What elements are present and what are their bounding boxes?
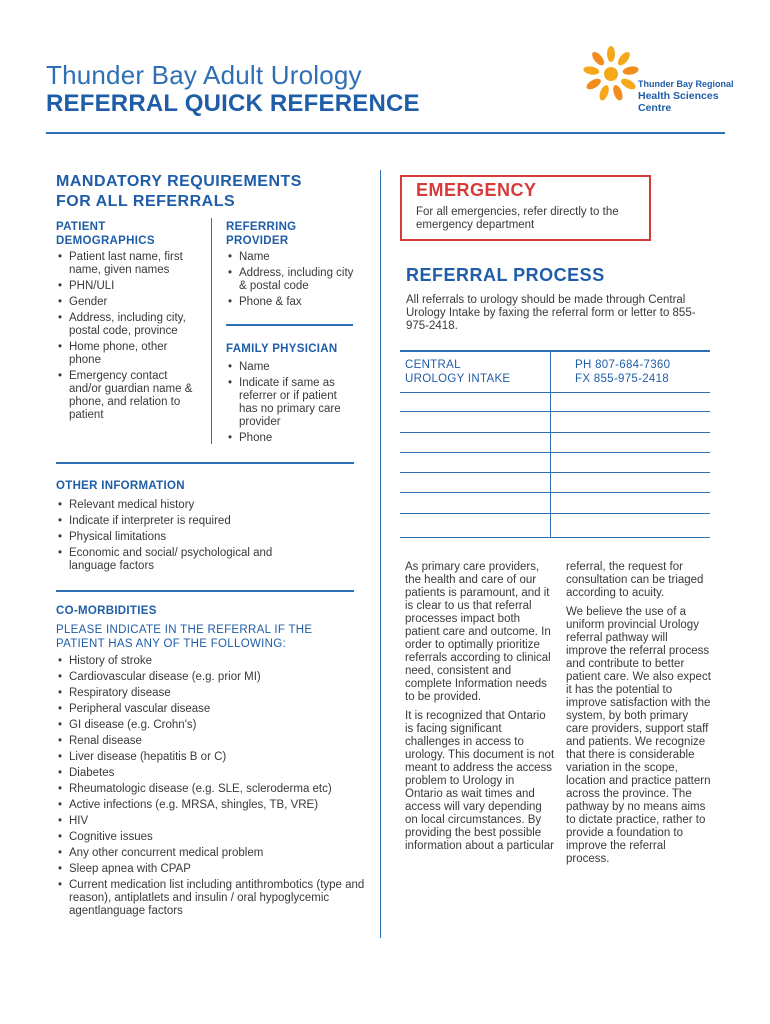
list-item: • Physical limitations bbox=[56, 531, 316, 544]
table-row-line bbox=[400, 452, 710, 453]
list-item: • PHN/ULI bbox=[56, 280, 196, 293]
logo-line3: Centre bbox=[638, 102, 672, 114]
logo-line2: Health Sciences bbox=[638, 90, 719, 102]
list-item: • Cardiovascular disease (e.g. prior MI) bbox=[56, 671, 366, 684]
list-item: • GI disease (e.g. Crohn's) bbox=[56, 719, 366, 732]
list-item: • Relevant medical history bbox=[56, 499, 316, 512]
mandatory-heading bbox=[56, 172, 302, 212]
list-item: • Respiratory disease bbox=[56, 687, 366, 700]
list-item: • Current medication list including antithrombotics (type and reason), antiplatlets and insulin / oral hypoglycemic agentlanguage factors bbox=[56, 879, 366, 918]
list-item: • Emergency contact and/or guardian name & phone, and relation to patient bbox=[56, 370, 196, 422]
list-item: • Economic and social/ psychological and language factors bbox=[56, 547, 316, 573]
emergency-text: For all emergencies, refer directly to the emergency department bbox=[416, 206, 619, 231]
body-paragraph: We believe the use of a uniform provincial Urology referral pathway will improve the referral process and contribute to better patient care. We also expect it has the potential to improve satisfaction with the system, by both primary care providers, support staff and patients. We recognize that there is considerable variation in the scope, location and practice pattern across the province. The pathway by no means aims to dictate practice, rather to provide a foundation to improve the referral process. bbox=[566, 606, 711, 865]
provider-divider bbox=[226, 324, 353, 326]
list-item: • Home phone, other phone bbox=[56, 341, 196, 367]
list-item: • Any other concurrent medical problem bbox=[56, 847, 366, 860]
patient-heading-line1: PATIENT bbox=[56, 221, 106, 233]
body-paragraph: As primary care providers, the health and care of our patients is paramount, and it is clear to us that referral processes impact both patient care and outcome. In order to optimally prioritize referrals according to clinical need, consistent and complete Information needs to be provided. bbox=[405, 561, 551, 703]
intake-contact bbox=[575, 358, 670, 386]
comorbidities-subheading-line2: PATIENT HAS ANY OF THE FOLLOWING: bbox=[56, 638, 286, 650]
table-row-line bbox=[400, 411, 710, 412]
comorbidities-list bbox=[56, 655, 366, 921]
referring-provider-heading bbox=[226, 220, 296, 248]
logo-text bbox=[638, 78, 734, 114]
column-divider bbox=[211, 218, 212, 444]
other-information-heading: OTHER INFORMATION bbox=[56, 480, 185, 492]
other-information-list bbox=[56, 499, 316, 576]
header-divider bbox=[46, 132, 725, 134]
mandatory-heading-line1: MANDATORY REQUIREMENTS bbox=[56, 173, 302, 190]
provider-heading-line1: REFERRING bbox=[226, 221, 297, 233]
table-row-line bbox=[400, 537, 710, 538]
list-item: • HIV bbox=[56, 815, 366, 828]
list-item: • Peripheral vascular disease bbox=[56, 703, 366, 716]
intake-phone: PH 807-684-7360 bbox=[575, 359, 671, 371]
list-item: • Rheumatologic disease (e.g. SLE, scleroderma etc) bbox=[56, 783, 366, 796]
list-item: • Patient last name, first name, given names bbox=[56, 251, 196, 277]
body-paragraph: It is recognized that Ontario is facing significant challenges in access to urology. This document is not meant to address the access problem to Urology in Ontario as wait times and access will vary depending on local circumstances. By providing the best possible information about a particular bbox=[405, 710, 555, 852]
list-item: • Renal disease bbox=[56, 735, 366, 748]
list-item: • Liver disease (hepatitis B or C) bbox=[56, 751, 366, 764]
intake-table-column-divider bbox=[550, 352, 551, 538]
patient-heading-line2: DEMOGRAPHICS bbox=[56, 235, 155, 247]
emergency-heading: EMERGENCY bbox=[416, 180, 537, 200]
list-item: • Indicate if interpreter is required bbox=[56, 515, 316, 528]
list-item: • Cognitive issues bbox=[56, 831, 366, 844]
table-row-line bbox=[400, 472, 710, 473]
family-physician-heading: FAMILY PHYSICIAN bbox=[226, 343, 338, 355]
list-item: • Address, including city & postal code bbox=[226, 267, 356, 293]
table-row-line bbox=[400, 513, 710, 514]
family-physician-list bbox=[226, 361, 356, 448]
intake-label-line1: CENTRAL bbox=[405, 359, 461, 371]
referring-provider-list bbox=[226, 251, 356, 312]
comorbidities-subheading-line1: PLEASE INDICATE IN THE REFERRAL IF THE bbox=[56, 624, 313, 636]
provider-heading-line2: PROVIDER bbox=[226, 235, 289, 247]
list-item: • Address, including city, postal code, province bbox=[56, 312, 196, 338]
section-divider-2 bbox=[56, 590, 354, 592]
patient-demographics-list bbox=[56, 251, 196, 425]
body-paragraph: referral, the request for consultation can be triaged according to acuity. bbox=[566, 561, 704, 599]
table-row-line bbox=[400, 432, 710, 433]
list-item: • Active infections (e.g. MRSA, shingles, TB, VRE) bbox=[56, 799, 366, 812]
section-divider bbox=[56, 462, 354, 464]
list-item: • Name bbox=[226, 251, 356, 264]
list-item: • Diabetes bbox=[56, 767, 366, 780]
intake-label-line2: UROLOGY INTAKE bbox=[405, 373, 511, 385]
document-title: Thunder Bay Adult Urology bbox=[46, 60, 362, 90]
patient-demographics-heading bbox=[56, 220, 155, 248]
intake-table-top-border bbox=[400, 350, 710, 352]
list-item: • Indicate if same as referrer or if patient has no primary care provider bbox=[226, 377, 356, 429]
body-text-left bbox=[405, 561, 555, 859]
list-item: • Phone bbox=[226, 432, 356, 445]
sunburst-logo-icon bbox=[583, 44, 643, 104]
table-row-line bbox=[400, 392, 710, 393]
intake-fax: FX 855-975-2418 bbox=[575, 373, 670, 385]
list-item: • History of stroke bbox=[56, 655, 366, 668]
mandatory-heading-line2: FOR ALL REFERRALS bbox=[56, 193, 236, 210]
referral-process-text: All referrals to urology should be made through Central Urology Intake by faxing the referral form or letter to 855-975-2418. bbox=[406, 294, 696, 332]
hospital-logo bbox=[583, 44, 733, 114]
comorbidities-heading: CO-MORBIDITIES bbox=[56, 605, 157, 617]
table-row-line bbox=[400, 492, 710, 493]
list-item: • Phone & fax bbox=[226, 296, 356, 309]
document-subtitle: REFERRAL QUICK REFERENCE bbox=[46, 90, 420, 117]
comorbidities-subheading bbox=[56, 623, 312, 651]
list-item: • Sleep apnea with CPAP bbox=[56, 863, 366, 876]
list-item: • Name bbox=[226, 361, 356, 374]
main-column-divider bbox=[380, 170, 381, 938]
referral-process-heading: REFERRAL PROCESS bbox=[406, 265, 605, 285]
list-item: • Gender bbox=[56, 296, 196, 309]
logo-line1: Thunder Bay Regional bbox=[638, 79, 734, 89]
body-text-right bbox=[566, 561, 711, 872]
central-intake-label bbox=[405, 358, 510, 386]
